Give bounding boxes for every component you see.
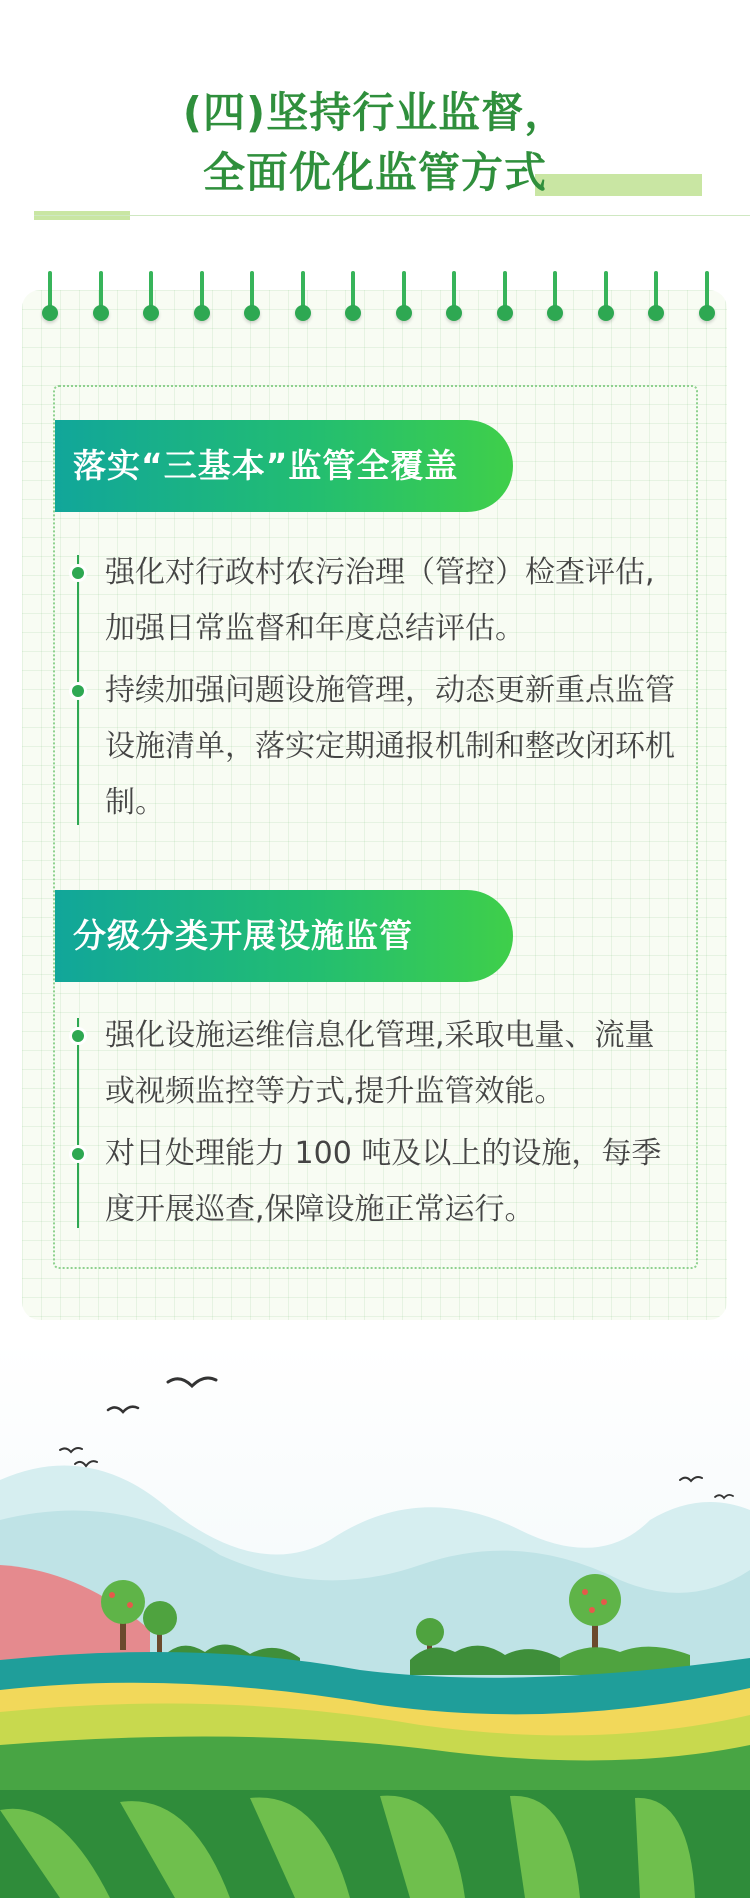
bush-row bbox=[410, 1646, 560, 1675]
notebook-ring-icon bbox=[648, 265, 664, 325]
list-item bbox=[75, 545, 675, 657]
page-title-line-2: 全面优化监管方式 bbox=[202, 148, 547, 197]
notebook-ring-icon bbox=[598, 265, 614, 325]
list-item bbox=[75, 1008, 675, 1120]
notebook-ring-icon bbox=[547, 265, 563, 325]
bullet-list bbox=[75, 545, 675, 837]
bullet-list bbox=[75, 1008, 675, 1244]
notebook-ring-icon bbox=[345, 265, 361, 325]
landscape-illustration bbox=[0, 1340, 750, 1898]
bullet-dot-icon bbox=[72, 1030, 84, 1042]
notebook-ring-icon bbox=[244, 265, 260, 325]
bullet-dot-icon bbox=[72, 567, 84, 579]
notebook-ring-icon bbox=[497, 265, 513, 325]
list-item-text: 持续加强问题设施管理，动态更新重点监管设施清单，落实定期通报机制和整改闭环机制。 bbox=[105, 673, 675, 820]
notebook-rings bbox=[0, 265, 750, 335]
notebook-ring-icon bbox=[295, 265, 311, 325]
bullet-dot-icon bbox=[72, 685, 84, 697]
list-item bbox=[75, 1126, 675, 1238]
notebook-ring-icon bbox=[42, 265, 58, 325]
list-item-text: 强化设施运维信息化管理,采取电量、流量或视频监控等方式,提升监管效能。 bbox=[105, 1018, 655, 1109]
header bbox=[0, 0, 750, 240]
list-item-text: 对日处理能力 100 吨及以上的设施，每季度开展巡查,保障设施正常运行。 bbox=[105, 1136, 662, 1227]
list-item-text: 强化对行政村农污治理（管控）检查评估,加强日常监督和年度总结评估。 bbox=[105, 555, 655, 646]
page-title-line-1: (四)坚持行业监督， bbox=[182, 88, 568, 137]
notebook-ring-icon bbox=[93, 265, 109, 325]
header-divider bbox=[34, 215, 750, 216]
notebook-ring-icon bbox=[143, 265, 159, 325]
bullet-dot-icon bbox=[72, 1148, 84, 1160]
section-heading-pill: 落实“三基本”监管全覆盖 bbox=[55, 420, 513, 512]
notebook-ring-icon bbox=[446, 265, 462, 325]
list-item bbox=[75, 663, 675, 831]
notebook-ring-icon bbox=[396, 265, 412, 325]
section-heading-pill: 分级分类开展设施监管 bbox=[55, 890, 513, 982]
notebook-ring-icon bbox=[194, 265, 210, 325]
notebook-ring-icon bbox=[699, 265, 715, 325]
